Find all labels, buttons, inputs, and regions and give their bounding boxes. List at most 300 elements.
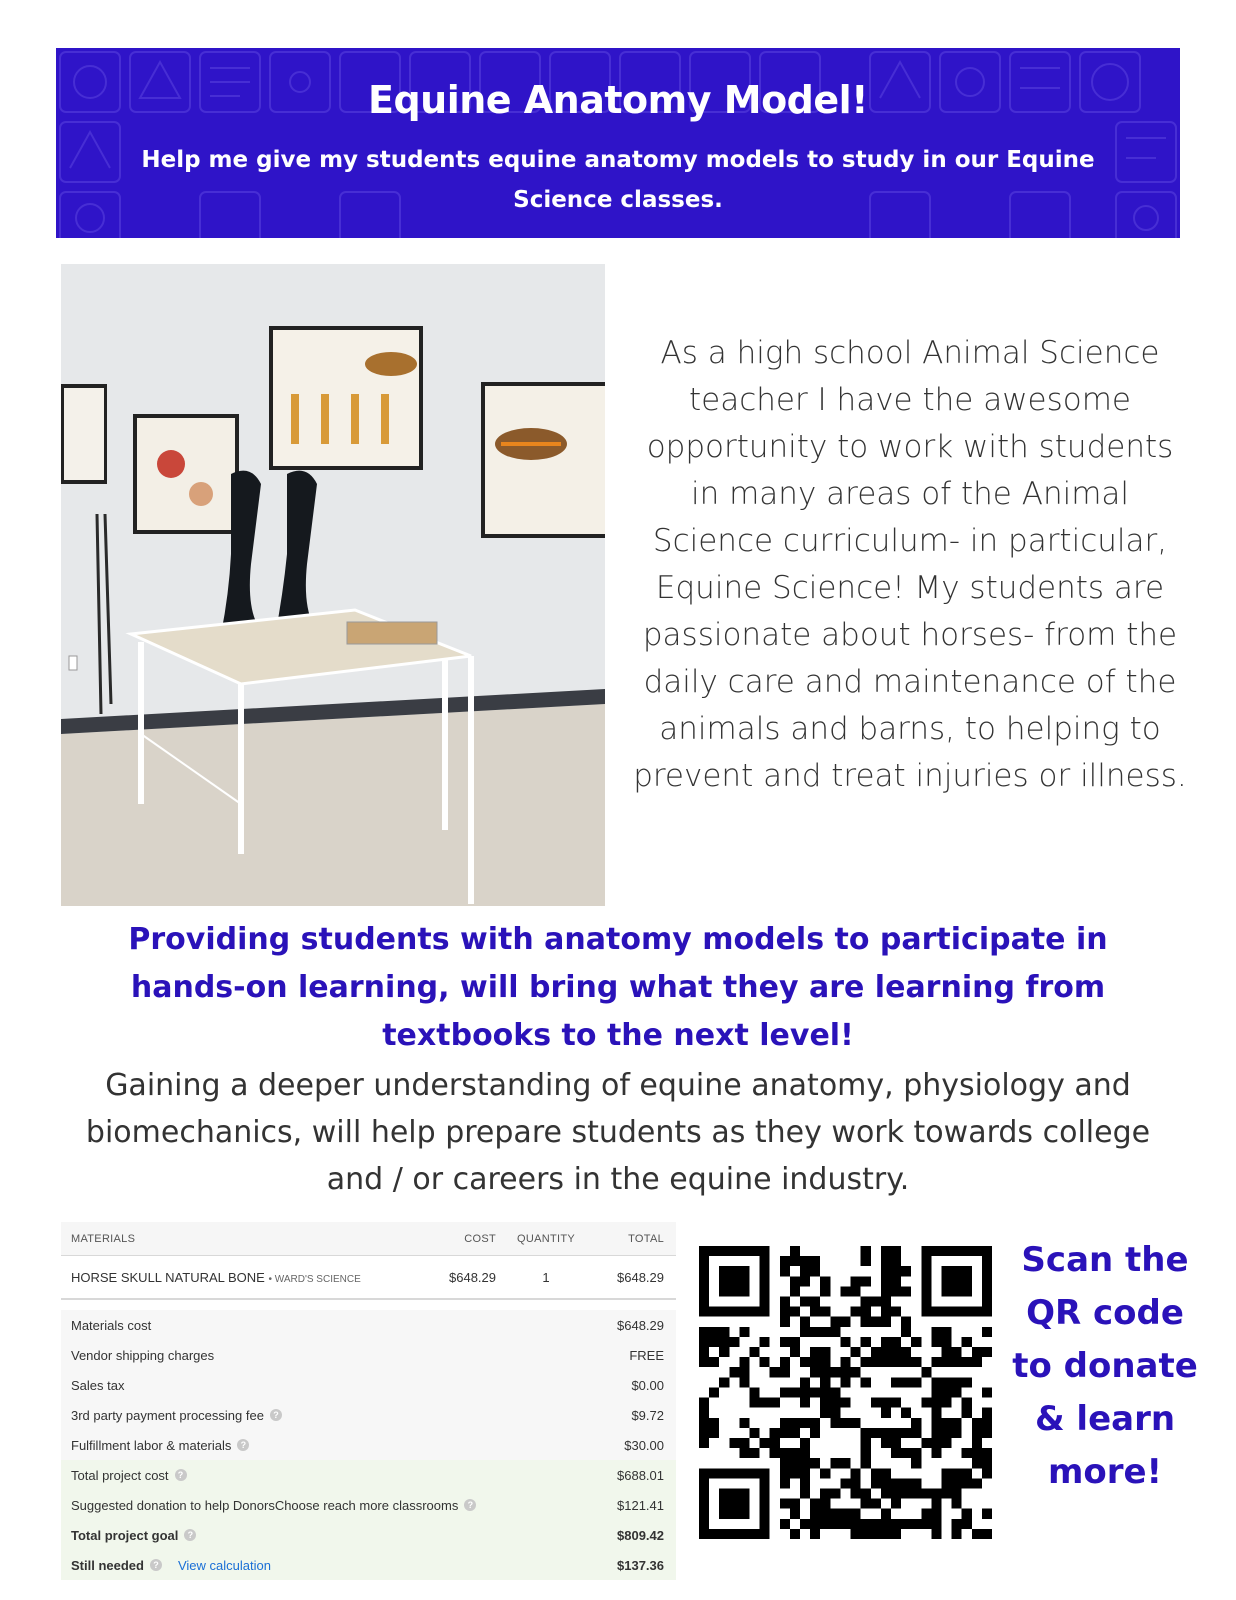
qr-module <box>699 1286 709 1296</box>
qr-module <box>962 1448 972 1458</box>
qr-module <box>790 1418 800 1428</box>
qr-module <box>901 1478 911 1488</box>
qr-module <box>941 1276 951 1286</box>
qr-module <box>962 1266 972 1276</box>
summary-label: Still needed <box>71 1557 144 1573</box>
help-icon[interactable]: ? <box>184 1529 196 1541</box>
qr-module <box>760 1256 770 1266</box>
summary-row <box>61 1460 676 1490</box>
qr-module <box>891 1428 901 1438</box>
qr-module <box>911 1448 921 1458</box>
qr-module <box>881 1438 891 1448</box>
qr-module <box>810 1266 820 1276</box>
qr-module <box>901 1286 911 1296</box>
qr-module <box>760 1357 770 1367</box>
qr-module <box>729 1307 739 1317</box>
qr-module <box>891 1266 901 1276</box>
qr-module <box>780 1357 790 1367</box>
qr-module <box>830 1488 840 1498</box>
qr-module <box>810 1307 820 1317</box>
qr-module <box>699 1428 709 1438</box>
qr-module <box>962 1377 972 1387</box>
qr-module <box>911 1337 921 1347</box>
qr-module <box>699 1276 709 1286</box>
qr-module <box>891 1499 901 1509</box>
qr-module <box>739 1499 749 1509</box>
qr-module <box>840 1357 850 1367</box>
qr-module <box>952 1246 962 1256</box>
qr-module <box>699 1529 709 1539</box>
qr-module <box>800 1377 810 1387</box>
qr-module <box>871 1529 881 1539</box>
qr-module <box>851 1367 861 1377</box>
item-vendor: • WARD'S SCIENCE <box>268 1273 361 1285</box>
qr-module <box>820 1307 830 1317</box>
qr-module <box>911 1428 921 1438</box>
qr-module <box>861 1458 871 1468</box>
qr-module <box>931 1357 941 1367</box>
qr-module <box>729 1468 739 1478</box>
qr-module <box>840 1377 850 1387</box>
qr-module <box>760 1337 770 1347</box>
qr-module <box>800 1398 810 1408</box>
qr-module <box>962 1286 972 1296</box>
qr-module <box>952 1488 962 1498</box>
qr-module <box>941 1398 951 1408</box>
qr-module <box>901 1428 911 1438</box>
qr-module <box>982 1327 992 1337</box>
qr-module <box>931 1438 941 1448</box>
qr-module <box>780 1317 790 1327</box>
qr-module <box>901 1266 911 1276</box>
help-icon[interactable]: ? <box>150 1559 162 1571</box>
summary-label: 3rd party payment processing fee <box>71 1407 264 1423</box>
qr-module <box>820 1377 830 1387</box>
qr-module <box>750 1246 760 1256</box>
summary-label: Total project cost <box>71 1467 169 1483</box>
qr-module <box>699 1307 709 1317</box>
summary-value: $121.41 <box>617 1497 664 1513</box>
qr-module <box>830 1458 840 1468</box>
qr-module <box>830 1367 840 1377</box>
qr-module <box>719 1377 729 1387</box>
summary-label: Vendor shipping charges <box>71 1347 215 1363</box>
qr-module <box>820 1499 830 1509</box>
qr-module <box>871 1478 881 1488</box>
qr-module <box>931 1428 941 1438</box>
qr-module <box>982 1418 992 1428</box>
qr-module <box>810 1357 820 1367</box>
qr-module <box>972 1438 982 1448</box>
qr-module <box>739 1448 749 1458</box>
qr-module <box>790 1246 800 1256</box>
qr-module <box>719 1488 729 1498</box>
qr-module <box>729 1337 739 1347</box>
qr-module <box>941 1327 951 1337</box>
qr-module <box>881 1357 891 1367</box>
qr-module <box>921 1367 931 1377</box>
qr-module <box>962 1468 972 1478</box>
qr-module <box>911 1488 921 1498</box>
qr-module <box>810 1367 820 1377</box>
qr-module <box>760 1246 770 1256</box>
qr-module <box>760 1519 770 1529</box>
qr-module <box>709 1418 719 1428</box>
help-icon[interactable]: ? <box>464 1499 476 1511</box>
qr-module <box>750 1398 760 1408</box>
help-icon[interactable]: ? <box>237 1439 249 1451</box>
qr-module <box>911 1357 921 1367</box>
qr-module <box>851 1418 861 1428</box>
qr-module <box>719 1529 729 1539</box>
qr-module <box>972 1357 982 1367</box>
qr-module <box>871 1398 881 1408</box>
summary-row <box>61 1400 676 1430</box>
qr-module <box>911 1377 921 1387</box>
qr-module <box>800 1448 810 1458</box>
qr-module <box>780 1519 790 1529</box>
qr-module <box>830 1317 840 1327</box>
qr-module <box>861 1529 871 1539</box>
qr-module <box>861 1438 871 1448</box>
page-subtitle: Help me give my students equine anatomy models to study in our Equine Science classes. <box>141 147 1095 213</box>
qr-module <box>699 1418 709 1428</box>
qr-module <box>941 1347 951 1357</box>
qr-module <box>760 1478 770 1488</box>
qr-module <box>780 1499 790 1509</box>
qr-module <box>790 1337 800 1347</box>
qr-module <box>840 1478 850 1488</box>
qr-module <box>891 1488 901 1498</box>
qr-module <box>931 1387 941 1397</box>
qr-module <box>790 1307 800 1317</box>
qr-module <box>739 1327 749 1337</box>
qr-module <box>780 1458 790 1468</box>
qr-module <box>780 1468 790 1478</box>
qr-module <box>962 1276 972 1286</box>
help-icon[interactable]: ? <box>270 1409 282 1421</box>
qr-module <box>800 1266 810 1276</box>
qr-module <box>861 1488 871 1498</box>
qr-module <box>770 1398 780 1408</box>
qr-module <box>820 1387 830 1397</box>
qr-module <box>709 1307 719 1317</box>
qr-module <box>800 1519 810 1529</box>
qr-module <box>952 1377 962 1387</box>
qr-module <box>891 1438 901 1448</box>
qr-module <box>921 1256 931 1266</box>
qr-module <box>921 1519 931 1529</box>
qr-module <box>851 1509 861 1519</box>
classroom-photo <box>61 264 605 906</box>
qr-module <box>921 1307 931 1317</box>
qr-module <box>739 1307 749 1317</box>
qr-module <box>770 1428 780 1438</box>
qr-code-graphic <box>699 1246 992 1539</box>
qr-module <box>709 1337 719 1347</box>
qr-module <box>891 1286 901 1296</box>
qr-module <box>760 1509 770 1519</box>
qr-module <box>800 1357 810 1367</box>
cost-header: COST <box>464 1232 496 1245</box>
summary-row <box>61 1550 676 1580</box>
qr-module <box>780 1307 790 1317</box>
qr-module <box>840 1286 850 1296</box>
header-banner <box>56 48 1180 238</box>
qr-module <box>931 1327 941 1337</box>
qr-module <box>952 1499 962 1509</box>
qr-module <box>780 1337 790 1347</box>
qr-module <box>760 1529 770 1539</box>
qr-module <box>861 1307 871 1317</box>
qr-module <box>780 1478 790 1488</box>
qr-module <box>820 1347 830 1357</box>
qr-module <box>729 1246 739 1256</box>
summary-value: $688.01 <box>617 1467 664 1483</box>
qr-module <box>800 1478 810 1488</box>
qr-module <box>982 1448 992 1458</box>
summary-row <box>61 1340 676 1370</box>
qr-module <box>871 1519 881 1529</box>
qr-module <box>901 1519 911 1529</box>
qr-module <box>750 1387 760 1397</box>
qr-module <box>699 1488 709 1498</box>
qr-module <box>891 1256 901 1266</box>
qr-module <box>891 1529 901 1539</box>
qr-module <box>931 1337 941 1347</box>
qr-module <box>921 1509 931 1519</box>
qr-module <box>699 1398 709 1408</box>
qr-module <box>760 1286 770 1296</box>
qr-module <box>770 1448 780 1458</box>
qr-module <box>699 1347 709 1357</box>
body-paragraph: Gaining a deeper understanding of equine anatomy, physiology and biomechanics, will help prepare students as they work towards college and / or careers in the equine industry. <box>85 1068 1151 1197</box>
qr-module <box>780 1418 790 1428</box>
qr-module <box>861 1499 871 1509</box>
qr-module <box>982 1246 992 1256</box>
qr-module <box>982 1307 992 1317</box>
qr-module <box>982 1266 992 1276</box>
qr-module <box>931 1398 941 1408</box>
page-title: Equine Anatomy Model! <box>367 78 868 122</box>
qr-module <box>982 1347 992 1357</box>
qr-module <box>719 1499 729 1509</box>
qr-module <box>840 1337 850 1347</box>
qr-module <box>760 1468 770 1478</box>
donation-qr-code[interactable] <box>699 1246 992 1539</box>
intro-paragraph: As a high school Animal Science teacher I have the awesome opportunity to work with students in many areas of the Animal Science curriculum- in particular, Equine Science! My students are passionate about horses- from the daily care and maintenance of the animals and barns, to helping to prevent and treat injuries or illness. <box>633 335 1187 794</box>
qr-module <box>921 1297 931 1307</box>
qr-module <box>810 1519 820 1529</box>
qr-module <box>881 1266 891 1276</box>
qr-module <box>861 1519 871 1529</box>
qr-module <box>941 1357 951 1367</box>
qr-module <box>982 1256 992 1266</box>
qr-module <box>891 1398 901 1408</box>
qr-module <box>820 1327 830 1337</box>
qr-module <box>830 1418 840 1428</box>
qr-module <box>820 1519 830 1529</box>
qr-module <box>972 1246 982 1256</box>
qr-module <box>952 1478 962 1488</box>
qr-module <box>830 1327 840 1337</box>
qr-module <box>952 1529 962 1539</box>
qr-module <box>931 1519 941 1529</box>
qr-module <box>739 1286 749 1296</box>
qr-module <box>901 1327 911 1337</box>
qr-module <box>709 1529 719 1539</box>
qr-module <box>861 1428 871 1438</box>
qr-module <box>790 1286 800 1296</box>
qr-module <box>881 1276 891 1286</box>
qr-module <box>861 1246 871 1256</box>
qr-module <box>800 1297 810 1307</box>
qr-module <box>871 1317 881 1327</box>
qr-module <box>952 1519 962 1529</box>
qr-module <box>871 1297 881 1307</box>
summary-value: $0.00 <box>631 1377 664 1393</box>
summary-row <box>61 1370 676 1400</box>
qr-module <box>911 1519 921 1529</box>
qr-module <box>982 1529 992 1539</box>
qr-module <box>790 1276 800 1286</box>
qr-module <box>780 1428 790 1438</box>
qr-module <box>891 1307 901 1317</box>
qr-module <box>729 1488 739 1498</box>
qr-module <box>881 1428 891 1438</box>
qr-module <box>921 1488 931 1498</box>
qr-module <box>750 1448 760 1458</box>
qr-module <box>851 1488 861 1498</box>
qr-module <box>760 1276 770 1286</box>
qr-module <box>790 1448 800 1458</box>
summary-label: Suggested donation to help DonorsChoose reach more classrooms <box>71 1497 459 1513</box>
qr-module <box>800 1468 810 1478</box>
materials-table-header <box>61 1222 676 1256</box>
qr-module <box>840 1317 850 1327</box>
qr-module <box>800 1327 810 1337</box>
qr-module <box>810 1387 820 1397</box>
qr-module <box>972 1458 982 1468</box>
qr-module <box>861 1448 871 1458</box>
qr-module <box>699 1408 709 1418</box>
qr-module <box>962 1337 972 1347</box>
scan-instructions: Scan the QR code to donate & learn more! <box>1012 1240 1198 1492</box>
qr-module <box>941 1488 951 1498</box>
qr-module <box>952 1307 962 1317</box>
qr-module <box>931 1377 941 1387</box>
qr-module <box>851 1307 861 1317</box>
materials-table <box>61 1222 676 1580</box>
qr-module <box>861 1337 871 1347</box>
qr-module <box>962 1509 972 1519</box>
qr-module <box>871 1347 881 1357</box>
qr-module <box>739 1529 749 1539</box>
qr-module <box>739 1468 749 1478</box>
qr-module <box>931 1509 941 1519</box>
qr-module <box>739 1509 749 1519</box>
qr-module <box>911 1478 921 1488</box>
qr-module <box>921 1266 931 1276</box>
qr-module <box>760 1307 770 1317</box>
qr-module <box>780 1266 790 1276</box>
qr-module <box>952 1276 962 1286</box>
qr-module <box>972 1428 982 1438</box>
qr-module <box>861 1377 871 1387</box>
qr-module <box>810 1256 820 1266</box>
qr-module <box>861 1256 871 1266</box>
qr-module <box>931 1448 941 1458</box>
qr-module <box>750 1347 760 1357</box>
qr-module <box>719 1276 729 1286</box>
qr-module <box>840 1367 850 1377</box>
qr-module <box>840 1398 850 1408</box>
qr-module <box>699 1468 709 1478</box>
summary-label: Materials cost <box>71 1317 152 1333</box>
qr-module <box>921 1286 931 1296</box>
summary-value: $30.00 <box>624 1437 664 1453</box>
total-header: TOTAL <box>628 1232 664 1245</box>
qr-module <box>941 1246 951 1256</box>
qr-module <box>800 1438 810 1448</box>
qr-module <box>760 1488 770 1498</box>
qr-module <box>891 1246 901 1256</box>
summary-row <box>61 1520 676 1550</box>
qr-module <box>729 1529 739 1539</box>
qr-module <box>851 1347 861 1357</box>
qr-module <box>931 1529 941 1539</box>
qr-module <box>941 1307 951 1317</box>
qr-module <box>790 1387 800 1397</box>
qr-module <box>972 1307 982 1317</box>
help-icon[interactable]: ? <box>175 1469 187 1481</box>
qr-module <box>790 1256 800 1266</box>
qr-module <box>729 1286 739 1296</box>
qr-module <box>941 1468 951 1478</box>
qr-module <box>982 1458 992 1468</box>
qr-module <box>861 1317 871 1327</box>
qr-module <box>972 1448 982 1458</box>
qr-module <box>881 1297 891 1307</box>
qr-module <box>911 1458 921 1468</box>
qr-module <box>739 1367 749 1377</box>
summary-value: $9.72 <box>631 1407 664 1423</box>
qr-module <box>810 1499 820 1509</box>
item-total: $648.29 <box>617 1269 664 1285</box>
qr-module <box>982 1276 992 1286</box>
highlight-statement: Providing students with anatomy models to participate in hands-on learning, will bring what they are learning from textbooks to the next level! <box>128 922 1108 1053</box>
qr-module <box>830 1387 840 1397</box>
qr-module <box>719 1286 729 1296</box>
view-calculation-link[interactable]: View calculation <box>177 1557 271 1573</box>
qr-module <box>871 1428 881 1438</box>
summary-row <box>61 1430 676 1460</box>
qr-module <box>699 1337 709 1347</box>
qr-module <box>891 1519 901 1529</box>
qr-module <box>881 1286 891 1296</box>
qr-module <box>830 1519 840 1529</box>
materials-header: MATERIALS <box>71 1232 136 1245</box>
qr-module <box>810 1327 820 1337</box>
qr-module <box>699 1327 709 1337</box>
qr-module <box>881 1307 891 1317</box>
qr-module <box>820 1398 830 1408</box>
qr-module <box>780 1367 790 1377</box>
qr-module <box>770 1438 780 1448</box>
qr-module <box>810 1428 820 1438</box>
qr-module <box>840 1509 850 1519</box>
qr-module <box>820 1276 830 1286</box>
